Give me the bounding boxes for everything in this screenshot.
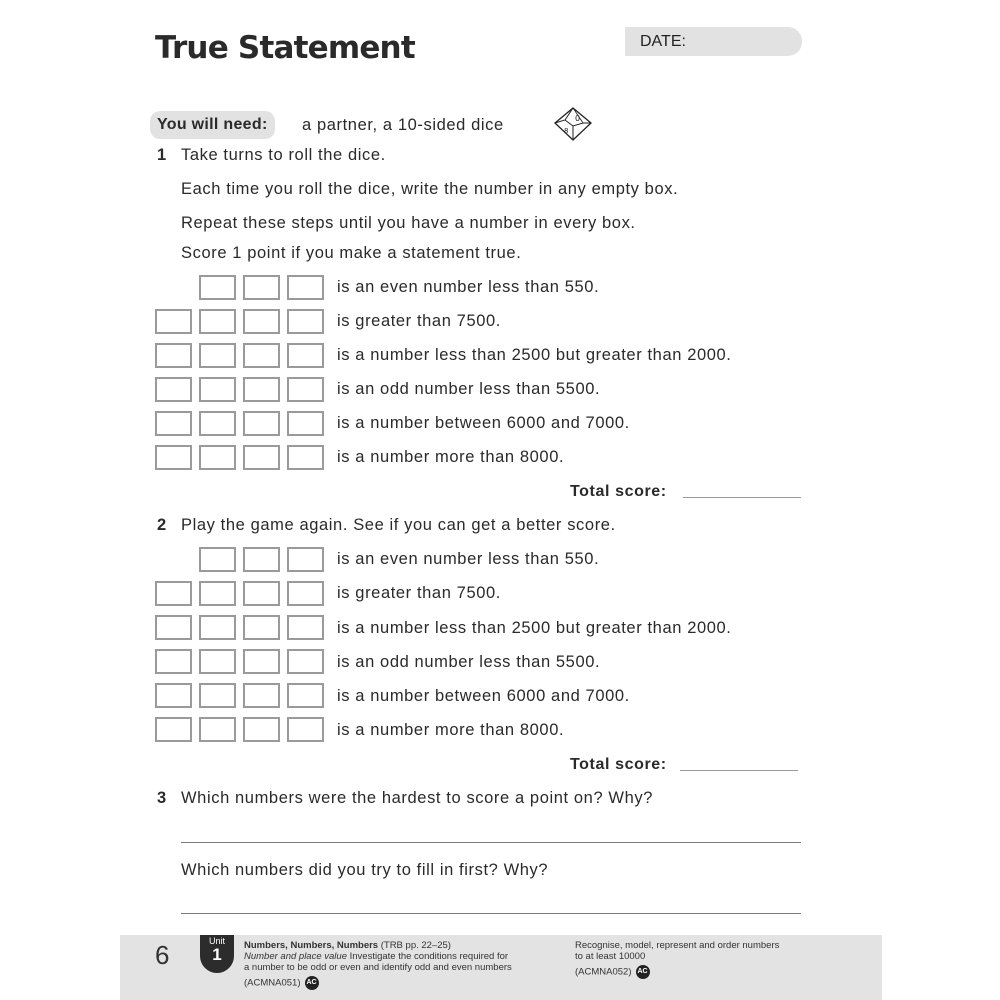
digit-box[interactable] [199,615,236,640]
question-2-number: 2 [157,516,167,534]
digit-box[interactable] [155,649,192,674]
digit-box[interactable] [243,649,280,674]
statement-text: is a number between 6000 and 7000. [337,687,630,705]
digit-box[interactable] [155,343,192,368]
footer-right-1: Recognise, model, represent and order numbers [575,940,780,951]
digit-box[interactable] [287,615,324,640]
digit-box[interactable] [287,275,324,300]
digit-box[interactable] [199,649,236,674]
statement-text: is a number more than 8000. [337,721,565,739]
footer-desc-2: a number to be odd or even and identify odd and even numbers [244,962,512,973]
statement-text: is an even number less than 550. [337,278,600,296]
digit-box[interactable] [287,683,324,708]
statement-text: is a number less than 2500 but greater than 2000. [337,346,732,364]
unit-badge [200,935,234,973]
digit-box[interactable] [243,343,280,368]
digit-box[interactable] [155,717,192,742]
unit-title: Numbers, Numbers, Numbers [244,940,379,951]
q3-prompt-1: Which numbers were the hardest to score a point on? Why? [181,789,653,807]
digit-box[interactable] [287,581,324,606]
digit-box[interactable] [287,547,324,572]
statement-text: is greater than 7500. [337,584,501,602]
digit-box[interactable] [287,343,324,368]
digit-box[interactable] [199,411,236,436]
unit-number: 1 [212,945,222,964]
q1-instruction-4: Score 1 point if you make a statement true. [181,244,522,262]
digit-box[interactable] [199,309,236,334]
materials-text: a partner, a 10-sided dice [302,116,504,134]
digit-box[interactable] [243,411,280,436]
digit-box[interactable] [243,445,280,470]
unit-ref: (TRB pp. 22–25) [380,940,451,951]
digit-box[interactable] [287,377,324,402]
ten-sided-dice-icon [553,106,593,142]
q1-total-score-label: Total score: [570,483,667,500]
you-will-need-label: You will need: [150,111,275,139]
svg-text:8: 8 [564,127,569,135]
q1-instruction-1: Take turns to roll the dice. [181,146,386,164]
svg-text:0: 0 [575,114,581,123]
digit-box[interactable] [287,445,324,470]
digit-box[interactable] [155,581,192,606]
digit-box[interactable] [155,309,192,334]
code-acmna052: (ACMNA052) [575,966,632,978]
question-1-number: 1 [157,146,167,164]
digit-box[interactable] [243,547,280,572]
digit-box[interactable] [243,581,280,606]
q3-answer-line-1[interactable] [181,842,801,843]
digit-box[interactable] [155,445,192,470]
footer-desc-1: Investigate the conditions required for [346,951,509,962]
q2-total-score-label: Total score: [570,756,667,773]
ac-badge-icon: AC [636,965,650,979]
digit-box[interactable] [243,683,280,708]
digit-box[interactable] [199,275,236,300]
digit-box[interactable] [155,377,192,402]
footer-curriculum-right [575,940,779,979]
ac-badge-icon: AC [305,976,319,990]
statement-text: is a number less than 2500 but greater than 2000. [337,619,732,637]
statement-text: is greater than 7500. [337,312,501,330]
q1-instruction-2: Each time you roll the dice, write the number in any empty box. [181,180,679,198]
digit-box[interactable] [199,581,236,606]
strand: Number and place value [244,951,347,962]
q2-total-score-field[interactable] [680,770,798,771]
digit-box[interactable] [199,547,236,572]
q1-instruction-3: Repeat these steps until you have a number in every box. [181,214,636,232]
digit-box[interactable] [199,445,236,470]
digit-box[interactable] [199,343,236,368]
digit-box[interactable] [287,717,324,742]
page-number: 6 [155,940,170,970]
digit-box[interactable] [287,649,324,674]
question-3-number: 3 [157,789,167,807]
digit-box[interactable] [287,309,324,334]
digit-box[interactable] [155,411,192,436]
digit-box[interactable] [199,683,236,708]
digit-box[interactable] [243,615,280,640]
statement-text: is an odd number less than 5500. [337,653,601,671]
digit-box[interactable] [155,615,192,640]
digit-box[interactable] [243,275,280,300]
digit-box[interactable] [199,717,236,742]
digit-box[interactable] [243,309,280,334]
unit-word: Unit [208,936,225,946]
q1-total-score-field[interactable] [683,497,801,498]
code-acmna051: (ACMNA051) [244,977,301,989]
digit-box[interactable] [287,411,324,436]
footer-right-2: to at least 10000 [575,951,646,962]
date-label: DATE: [640,33,686,50]
statement-text: is a number more than 8000. [337,448,565,466]
statement-text: is a number between 6000 and 7000. [337,414,630,432]
footer-curriculum-left [244,940,512,990]
q3-prompt-2: Which numbers did you try to fill in first? Why? [181,861,549,879]
digit-box[interactable] [155,683,192,708]
page-title: True Statement [155,30,415,66]
digit-box[interactable] [243,717,280,742]
q2-instruction: Play the game again. See if you can get a better score. [181,516,616,534]
digit-box[interactable] [243,377,280,402]
q3-answer-line-2[interactable] [181,913,801,914]
statement-text: is an even number less than 550. [337,550,600,568]
digit-box[interactable] [199,377,236,402]
statement-text: is an odd number less than 5500. [337,380,601,398]
